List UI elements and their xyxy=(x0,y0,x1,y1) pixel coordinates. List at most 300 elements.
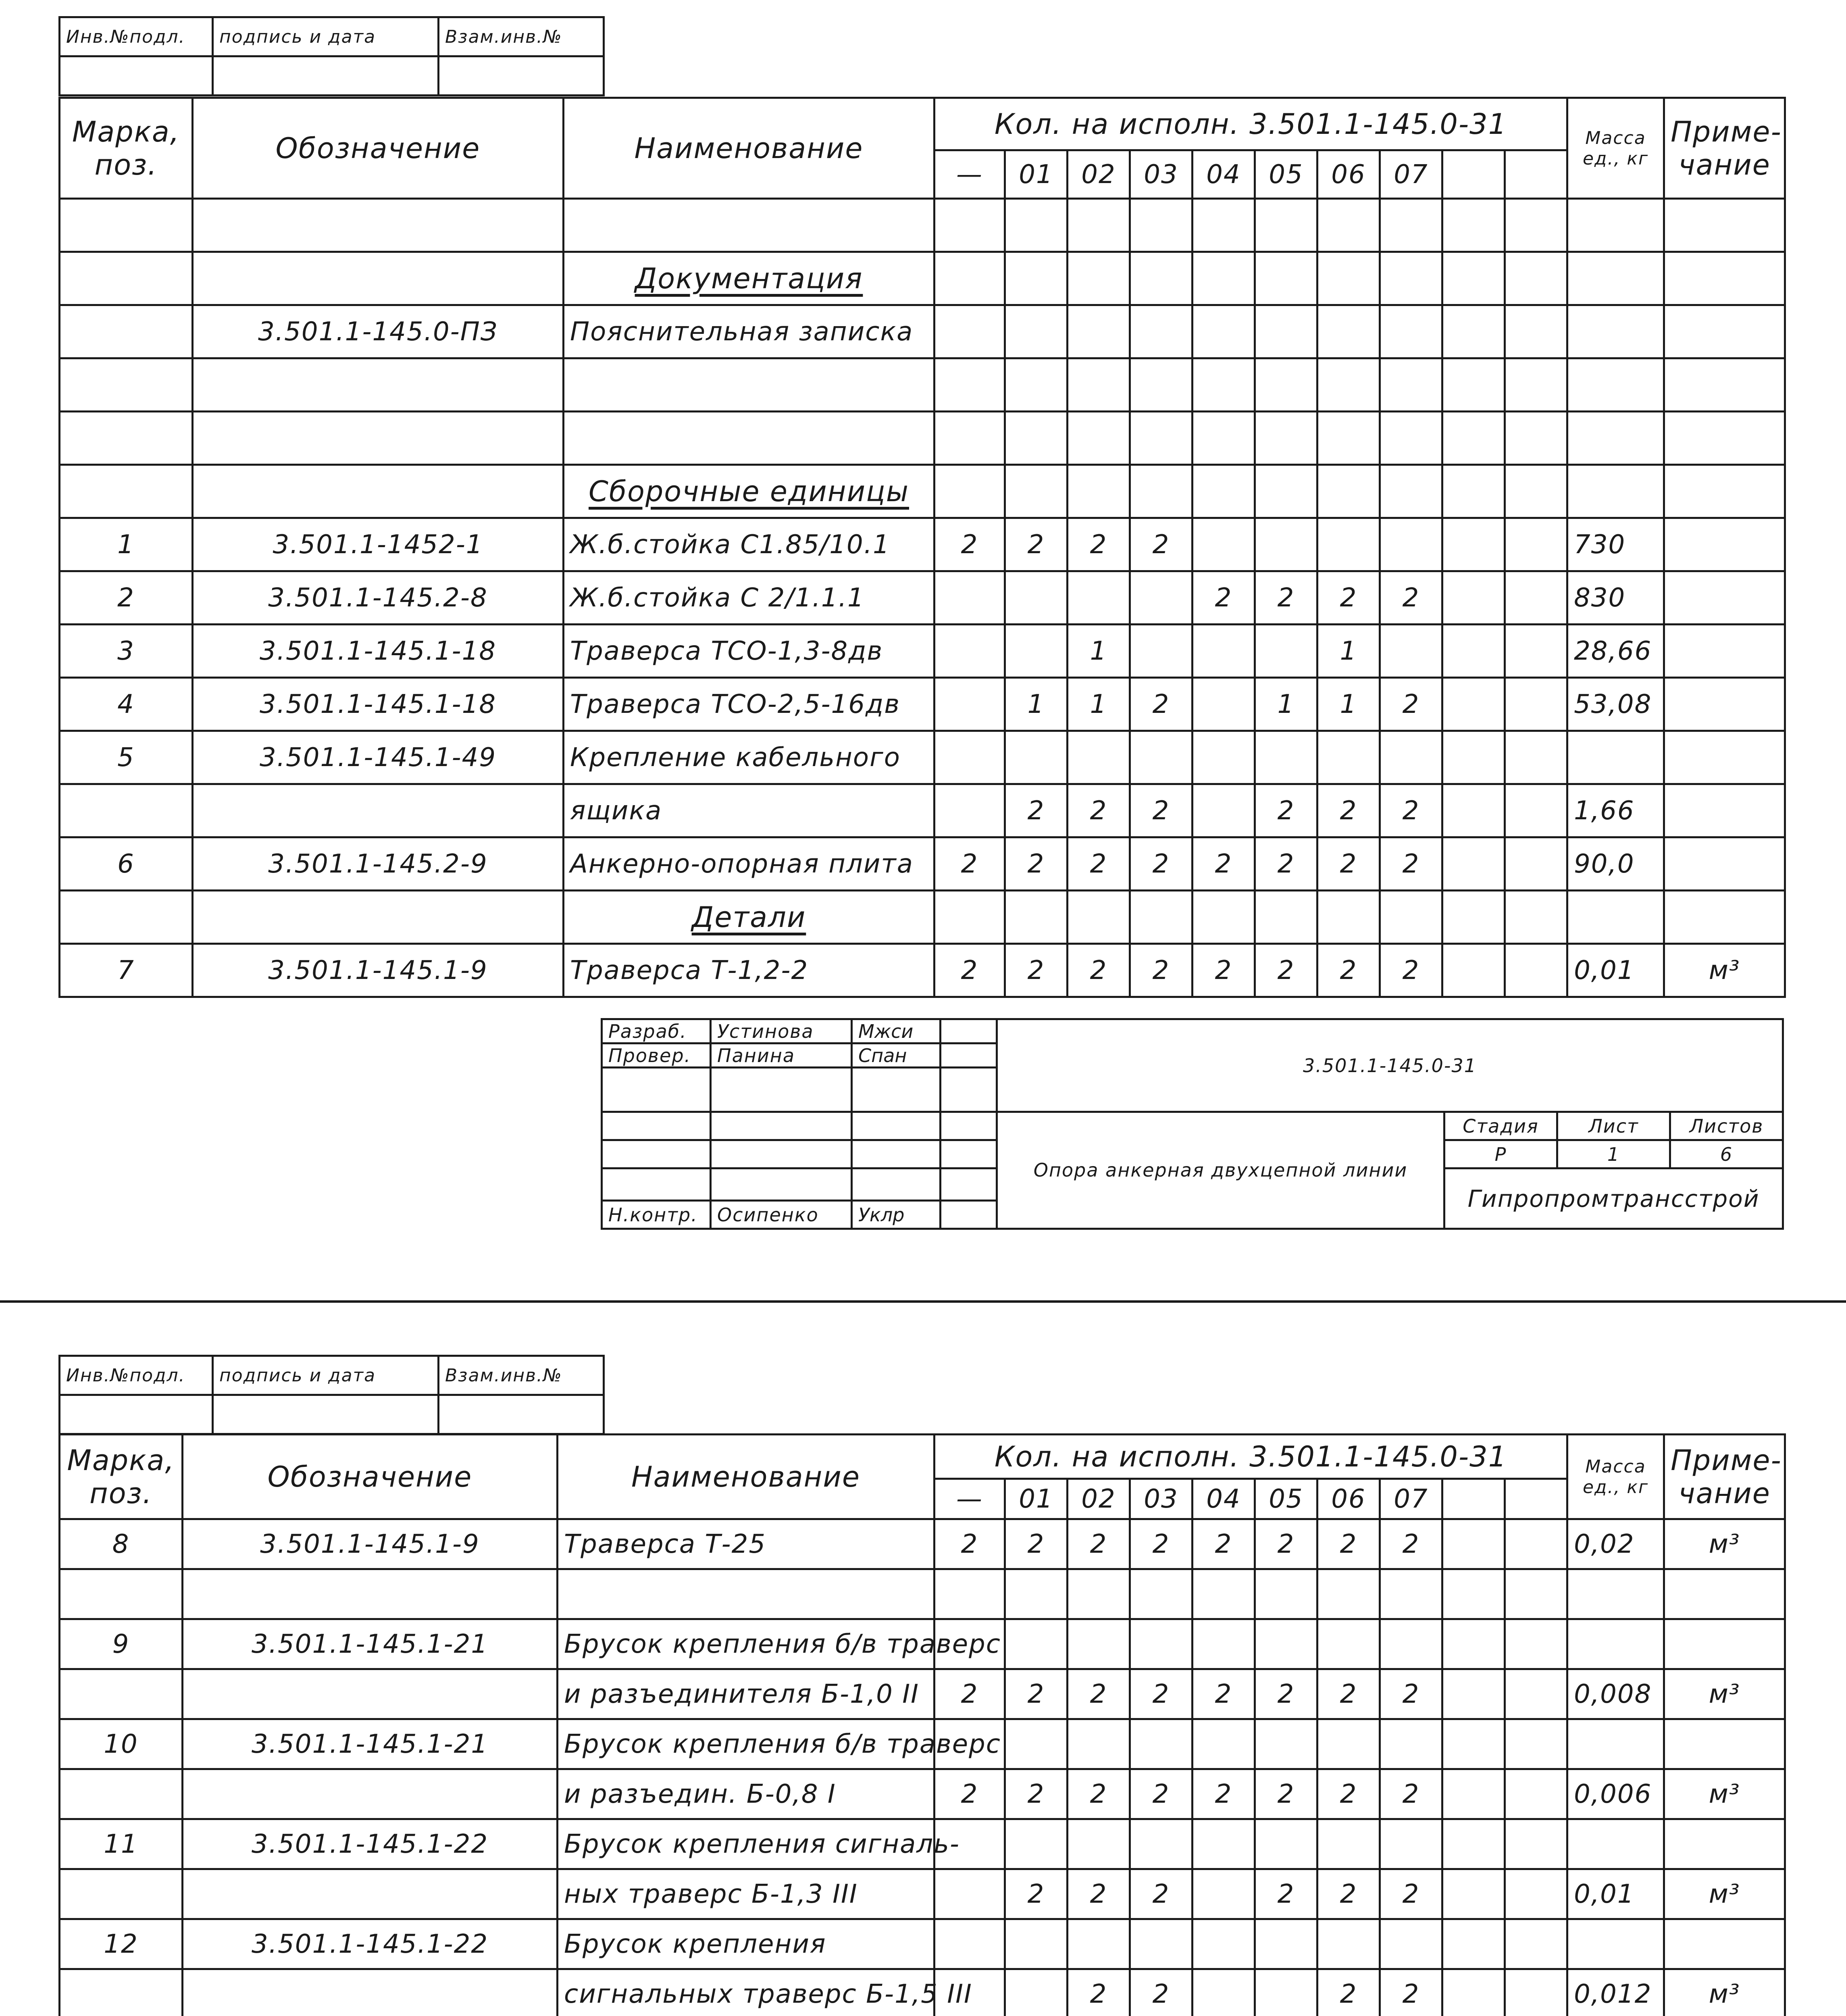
cell-qty xyxy=(1442,944,1505,997)
cell-poz: 12 xyxy=(60,1919,183,1969)
cell-poz: 5 xyxy=(60,731,193,784)
cell-primechanie: м³ xyxy=(1664,1519,1785,1569)
sheet1-top-strip xyxy=(58,16,605,96)
cell-qty xyxy=(1005,1569,1068,1619)
table-row xyxy=(60,891,1785,944)
cell-qty xyxy=(1255,625,1317,678)
cell-qty xyxy=(1193,678,1255,731)
cell-qty xyxy=(1193,731,1255,784)
cell-qty xyxy=(1317,1919,1380,1969)
cell-qty xyxy=(1068,1819,1130,1869)
exec-col-header: 07 xyxy=(1380,150,1442,199)
cell-qty xyxy=(1505,891,1567,944)
cell-qty: 2 xyxy=(1193,837,1255,891)
cell-naimenovanie xyxy=(564,199,934,252)
cell-qty: 2 xyxy=(1255,784,1317,837)
cell-primechanie xyxy=(1664,837,1785,891)
cell-qty: 1 xyxy=(1255,678,1317,731)
cell-qty xyxy=(1442,678,1505,731)
cell-qty xyxy=(1317,305,1380,358)
cell-poz xyxy=(60,199,193,252)
sheet1-title-block xyxy=(601,1018,1784,1230)
cell-qty: 2 xyxy=(1068,944,1130,997)
cell-naimenovanie: ящика xyxy=(564,784,934,837)
cell-qty xyxy=(934,252,1005,305)
cell-naimenovanie: Пояснительная записка xyxy=(564,305,934,358)
cell-primechanie: м³ xyxy=(1664,1969,1785,2016)
cell-qty xyxy=(1505,944,1567,997)
cell-qty xyxy=(1255,1619,1317,1669)
cell-qty xyxy=(1130,412,1193,465)
cell-naimenovanie: сигнальных траверс Б-1,5 III xyxy=(558,1969,934,2016)
cell-oboznachenie xyxy=(193,358,564,412)
cell-qty: 2 xyxy=(1193,1769,1255,1819)
table-row xyxy=(60,518,1785,571)
cell-poz xyxy=(60,412,193,465)
strip-inv-label: Инв.№подл. xyxy=(60,17,213,56)
cell-qty: 2 xyxy=(1317,944,1380,997)
listov-label: Листов xyxy=(1670,1112,1783,1140)
header-massa: Масса ед., кг xyxy=(1567,98,1664,199)
cell-qty xyxy=(1442,1569,1505,1619)
cell-massa: 0,01 xyxy=(1567,1869,1664,1919)
cell-qty xyxy=(1442,1819,1505,1869)
cell-qty: 2 xyxy=(1130,1869,1193,1919)
cell-primechanie xyxy=(1664,252,1785,305)
table-row xyxy=(60,412,1785,465)
cell-qty: 2 xyxy=(1317,1769,1380,1819)
cell-qty: 2 xyxy=(934,1519,1005,1569)
table-row xyxy=(60,1769,1785,1819)
strip-sign-label-2: подпись и дата xyxy=(213,1356,439,1395)
cell-qty xyxy=(1505,199,1567,252)
cell-qty xyxy=(1380,305,1442,358)
cell-qty xyxy=(1255,1969,1317,2016)
razrab-sign: Мжси xyxy=(852,1019,941,1043)
cell-naimenovanie: Ж.б.стойка С1.85/10.1 xyxy=(564,518,934,571)
cell-qty xyxy=(1505,625,1567,678)
cell-qty xyxy=(1005,1819,1068,1869)
cell-oboznachenie xyxy=(193,891,564,944)
cell-qty xyxy=(1068,199,1130,252)
cell-qty: 2 xyxy=(1193,1669,1255,1719)
nkontr-sign: Уклр xyxy=(852,1201,941,1229)
cell-massa xyxy=(1567,891,1664,944)
cell-qty: 2 xyxy=(1317,1519,1380,1569)
cell-qty: 2 xyxy=(1005,1869,1068,1919)
cell-primechanie xyxy=(1664,731,1785,784)
cell-naimenovanie: Крепление кабельного xyxy=(564,731,934,784)
cell-qty: 2 xyxy=(1130,1969,1193,2016)
header-naimenovanie: Наименование xyxy=(564,98,934,199)
cell-primechanie xyxy=(1664,1619,1785,1669)
nkontr-name: Осипенко xyxy=(711,1201,852,1229)
cell-qty xyxy=(1130,1569,1193,1619)
strip-inv-label-2: Инв.№подл. xyxy=(60,1356,213,1395)
cell-qty xyxy=(1255,1919,1317,1969)
cell-poz xyxy=(60,891,193,944)
cell-poz xyxy=(60,252,193,305)
cell-qty: 2 xyxy=(1005,837,1068,891)
table-row xyxy=(60,1869,1785,1919)
cell-massa xyxy=(1567,1619,1664,1669)
cell-qty xyxy=(1317,1619,1380,1669)
header-kol: Кол. на исполн. 3.501.1-145.0-31 xyxy=(934,98,1567,150)
cell-naimenovanie: Брусок крепления б/в траверс xyxy=(558,1619,934,1669)
table-row xyxy=(60,1519,1785,1569)
cell-qty xyxy=(1193,305,1255,358)
cell-qty: 2 xyxy=(1255,944,1317,997)
table-row xyxy=(60,944,1785,997)
cell-massa: 90,0 xyxy=(1567,837,1664,891)
cell-qty xyxy=(934,571,1005,625)
cell-poz: 2 xyxy=(60,571,193,625)
cell-massa xyxy=(1567,199,1664,252)
cell-primechanie xyxy=(1664,891,1785,944)
cell-qty: 2 xyxy=(1130,784,1193,837)
table-row xyxy=(60,1569,1785,1619)
cell-qty xyxy=(1505,518,1567,571)
table-row xyxy=(60,837,1785,891)
cell-primechanie xyxy=(1664,625,1785,678)
cell-primechanie xyxy=(1664,358,1785,412)
cell-qty: 2 xyxy=(1005,1669,1068,1719)
exec-col-header: 03 xyxy=(1130,1479,1193,1519)
cell-oboznachenie: 3.501.1-145.1-49 xyxy=(193,731,564,784)
sheet2-spec-table xyxy=(58,1433,1786,2016)
cell-massa: 0,012 xyxy=(1567,1969,1664,2016)
cell-qty xyxy=(1380,465,1442,518)
cell-qty xyxy=(1005,199,1068,252)
cell-qty xyxy=(1005,412,1068,465)
cell-oboznachenie: 3.501.1-145.2-8 xyxy=(193,571,564,625)
cell-qty: 2 xyxy=(1255,837,1317,891)
cell-qty xyxy=(1317,1719,1380,1769)
table-row xyxy=(60,1819,1785,1869)
cell-massa xyxy=(1567,1819,1664,1869)
cell-qty xyxy=(1442,305,1505,358)
cell-qty: 2 xyxy=(1317,837,1380,891)
cell-qty xyxy=(1068,412,1130,465)
cell-qty: 2 xyxy=(1130,1769,1193,1819)
cell-qty xyxy=(1505,784,1567,837)
strip-sign-label: подпись и дата xyxy=(213,17,439,56)
cell-qty: 2 xyxy=(1068,1519,1130,1569)
cell-qty xyxy=(934,731,1005,784)
cell-qty xyxy=(1442,571,1505,625)
cell-qty: 2 xyxy=(1130,944,1193,997)
cell-qty xyxy=(1005,1619,1068,1669)
cell-massa: 53,08 xyxy=(1567,678,1664,731)
cell-qty xyxy=(1317,1819,1380,1869)
exec-col-header: 04 xyxy=(1193,1479,1255,1519)
sheet2-top-strip xyxy=(58,1355,605,1435)
exec-col-header: 05 xyxy=(1255,150,1317,199)
table-row xyxy=(60,1619,1785,1669)
cell-qty xyxy=(1193,252,1255,305)
cell-naimenovanie: Брусок крепления сигналь- xyxy=(558,1819,934,1869)
cell-qty xyxy=(1068,1919,1130,1969)
cell-poz xyxy=(60,1669,183,1719)
cell-qty xyxy=(1505,678,1567,731)
cell-qty xyxy=(1380,199,1442,252)
cell-qty xyxy=(1068,731,1130,784)
cell-qty xyxy=(1130,465,1193,518)
cell-qty: 2 xyxy=(1005,784,1068,837)
cell-qty xyxy=(1130,1819,1193,1869)
cell-qty xyxy=(1130,305,1193,358)
organization: Гипропромтрансстрой xyxy=(1444,1168,1783,1229)
cell-qty xyxy=(1005,891,1068,944)
cell-poz xyxy=(60,305,193,358)
cell-qty xyxy=(1442,1519,1505,1569)
cell-poz xyxy=(60,784,193,837)
cell-qty xyxy=(1442,465,1505,518)
cell-qty: 2 xyxy=(1380,1519,1442,1569)
cell-massa: 730 xyxy=(1567,518,1664,571)
sheet-2 xyxy=(58,1355,605,1435)
cell-qty: 2 xyxy=(1380,1769,1442,1819)
cell-qty xyxy=(1505,1769,1567,1819)
cell-qty xyxy=(1255,1569,1317,1619)
cell-poz: 3 xyxy=(60,625,193,678)
cell-qty: 2 xyxy=(1193,944,1255,997)
cell-qty xyxy=(1005,1719,1068,1769)
cell-qty: 2 xyxy=(1005,1519,1068,1569)
cell-qty xyxy=(1317,1569,1380,1619)
cell-qty xyxy=(1505,412,1567,465)
cell-massa xyxy=(1567,358,1664,412)
cell-qty: 2 xyxy=(1068,1969,1130,2016)
cell-massa xyxy=(1567,465,1664,518)
cell-qty xyxy=(1442,199,1505,252)
cell-primechanie xyxy=(1664,1569,1785,1619)
cell-naimenovanie: Брусок крепления б/в траверс xyxy=(558,1719,934,1769)
sheet-1 xyxy=(58,16,605,96)
table-row xyxy=(60,784,1785,837)
cell-qty: 2 xyxy=(1130,678,1193,731)
cell-qty xyxy=(1193,1919,1255,1969)
cell-naimenovanie: Анкерно-опорная плита xyxy=(564,837,934,891)
cell-primechanie xyxy=(1664,199,1785,252)
cell-poz xyxy=(60,1969,183,2016)
cell-qty: 2 xyxy=(1130,837,1193,891)
cell-qty: 2 xyxy=(1068,1869,1130,1919)
cell-oboznachenie xyxy=(193,465,564,518)
exec-col-header xyxy=(1442,150,1505,199)
cell-qty: 2 xyxy=(1255,1769,1317,1819)
cell-qty xyxy=(1068,465,1130,518)
cell-qty xyxy=(1380,625,1442,678)
cell-qty xyxy=(1505,1619,1567,1669)
cell-qty xyxy=(1130,358,1193,412)
table-row xyxy=(60,358,1785,412)
table-row xyxy=(60,1669,1785,1719)
cell-qty xyxy=(934,1919,1005,1969)
exec-col-header: — xyxy=(934,150,1005,199)
cell-qty xyxy=(1317,199,1380,252)
cell-qty xyxy=(1505,1719,1567,1769)
cell-oboznachenie xyxy=(183,1969,558,2016)
cell-qty: 2 xyxy=(1380,837,1442,891)
cell-qty xyxy=(1005,252,1068,305)
cell-oboznachenie: 3.501.1-145.1-22 xyxy=(183,1819,558,1869)
prover-label: Провер. xyxy=(602,1043,711,1068)
cell-qty: 2 xyxy=(934,518,1005,571)
cell-naimenovanie: ных траверс Б-1,3 III xyxy=(558,1869,934,1919)
cell-massa: 0,006 xyxy=(1567,1769,1664,1819)
cell-qty xyxy=(1380,252,1442,305)
exec-col-header: — xyxy=(934,1479,1005,1519)
cell-massa xyxy=(1567,1719,1664,1769)
cell-poz: 4 xyxy=(60,678,193,731)
razrab-name: Устинова xyxy=(711,1019,852,1043)
header-oboznachenie-2: Обозначение xyxy=(183,1435,558,1519)
cell-qty xyxy=(1005,731,1068,784)
cell-qty xyxy=(1380,891,1442,944)
cell-massa: 0,008 xyxy=(1567,1669,1664,1719)
strip-vzam-label-2: Взам.инв.№ xyxy=(439,1356,604,1395)
cell-primechanie xyxy=(1664,1919,1785,1969)
cell-oboznachenie xyxy=(193,199,564,252)
nkontr-label: Н.контр. xyxy=(602,1201,711,1229)
table-row xyxy=(60,625,1785,678)
cell-qty xyxy=(934,465,1005,518)
cell-poz xyxy=(60,358,193,412)
cell-qty xyxy=(1505,1569,1567,1619)
cell-primechanie xyxy=(1664,571,1785,625)
cell-qty: 2 xyxy=(1005,518,1068,571)
cell-qty: 2 xyxy=(1380,1869,1442,1919)
cell-oboznachenie xyxy=(183,1669,558,1719)
cell-qty xyxy=(1130,1919,1193,1969)
cell-qty: 2 xyxy=(1005,1769,1068,1819)
cell-qty: 2 xyxy=(934,1669,1005,1719)
cell-qty: 2 xyxy=(1255,571,1317,625)
cell-qty: 2 xyxy=(934,944,1005,997)
cell-qty xyxy=(1193,358,1255,412)
cell-massa: 0,01 xyxy=(1567,944,1664,997)
sheet-divider-line xyxy=(0,1300,1846,1303)
cell-massa xyxy=(1567,1919,1664,1969)
cell-oboznachenie xyxy=(193,252,564,305)
cell-massa: 1,66 xyxy=(1567,784,1664,837)
cell-qty xyxy=(1442,1669,1505,1719)
stadiya-label: Стадия xyxy=(1444,1112,1557,1140)
cell-qty xyxy=(1193,518,1255,571)
cell-massa: 28,66 xyxy=(1567,625,1664,678)
cell-qty xyxy=(1505,837,1567,891)
cell-oboznachenie: 3.501.1-1452-1 xyxy=(193,518,564,571)
cell-naimenovanie: Траверса ТСО-1,3-8дв xyxy=(564,625,934,678)
cell-qty: 2 xyxy=(1005,944,1068,997)
cell-oboznachenie xyxy=(183,1869,558,1919)
list-value: 1 xyxy=(1557,1140,1670,1168)
table-row xyxy=(60,1719,1785,1769)
cell-qty xyxy=(1505,1869,1567,1919)
cell-qty xyxy=(1442,837,1505,891)
cell-qty: 2 xyxy=(1380,784,1442,837)
cell-oboznachenie: 3.501.1-145.1-18 xyxy=(193,625,564,678)
table-row xyxy=(60,252,1785,305)
cell-qty: 2 xyxy=(1193,571,1255,625)
cell-qty xyxy=(1380,1819,1442,1869)
cell-qty xyxy=(1193,465,1255,518)
razrab-label: Разраб. xyxy=(602,1019,711,1043)
cell-qty xyxy=(1005,465,1068,518)
cell-qty xyxy=(1317,358,1380,412)
cell-qty xyxy=(1505,1519,1567,1569)
cell-qty xyxy=(934,784,1005,837)
table-row xyxy=(60,1969,1785,2016)
header-massa-2: Масса ед., кг xyxy=(1567,1435,1664,1519)
cell-qty xyxy=(1442,784,1505,837)
cell-qty xyxy=(1255,1719,1317,1769)
cell-qty: 2 xyxy=(1068,784,1130,837)
cell-qty xyxy=(934,625,1005,678)
table-row xyxy=(60,678,1785,731)
cell-qty: 2 xyxy=(1380,1969,1442,2016)
cell-oboznachenie xyxy=(193,784,564,837)
cell-qty xyxy=(1193,1619,1255,1669)
cell-qty xyxy=(1068,1569,1130,1619)
cell-qty xyxy=(1255,412,1317,465)
cell-qty xyxy=(1380,731,1442,784)
cell-qty: 2 xyxy=(1068,1769,1130,1819)
cell-poz: 11 xyxy=(60,1819,183,1869)
cell-qty xyxy=(1505,1669,1567,1719)
cell-qty: 2 xyxy=(1255,1669,1317,1719)
cell-qty xyxy=(1442,625,1505,678)
cell-qty: 2 xyxy=(1255,1519,1317,1569)
cell-oboznachenie: 3.501.1-145.1-9 xyxy=(183,1519,558,1569)
cell-naimenovanie: и разъедин. Б-0,8 I xyxy=(558,1769,934,1819)
cell-poz: 6 xyxy=(60,837,193,891)
cell-qty: 2 xyxy=(1380,944,1442,997)
cell-poz xyxy=(60,1869,183,1919)
cell-primechanie: м³ xyxy=(1664,1669,1785,1719)
cell-massa xyxy=(1567,731,1664,784)
cell-qty xyxy=(1505,1969,1567,2016)
table-row xyxy=(60,731,1785,784)
exec-col-header xyxy=(1442,1479,1505,1519)
exec-col-header: 04 xyxy=(1193,150,1255,199)
cell-naimenovanie: Траверса Т-25 xyxy=(558,1519,934,1569)
cell-qty xyxy=(1193,784,1255,837)
cell-qty xyxy=(1255,199,1317,252)
cell-qty xyxy=(1317,891,1380,944)
cell-qty xyxy=(1068,1719,1130,1769)
cell-poz xyxy=(60,1769,183,1819)
cell-naimenovanie: Сборочные единицы xyxy=(564,465,934,518)
cell-qty: 2 xyxy=(1317,1869,1380,1919)
cell-qty xyxy=(1255,1819,1317,1869)
prover-name: Панина xyxy=(711,1043,852,1068)
cell-poz: 8 xyxy=(60,1519,183,1569)
cell-naimenovanie xyxy=(564,412,934,465)
cell-qty xyxy=(934,199,1005,252)
cell-primechanie xyxy=(1664,518,1785,571)
cell-qty xyxy=(1130,1619,1193,1669)
cell-qty xyxy=(1068,305,1130,358)
table-row xyxy=(60,305,1785,358)
cell-poz xyxy=(60,465,193,518)
cell-qty xyxy=(1068,1619,1130,1669)
cell-primechanie xyxy=(1664,412,1785,465)
cell-qty xyxy=(1442,1869,1505,1919)
cell-qty xyxy=(1005,625,1068,678)
cell-naimenovanie: Документация xyxy=(564,252,934,305)
